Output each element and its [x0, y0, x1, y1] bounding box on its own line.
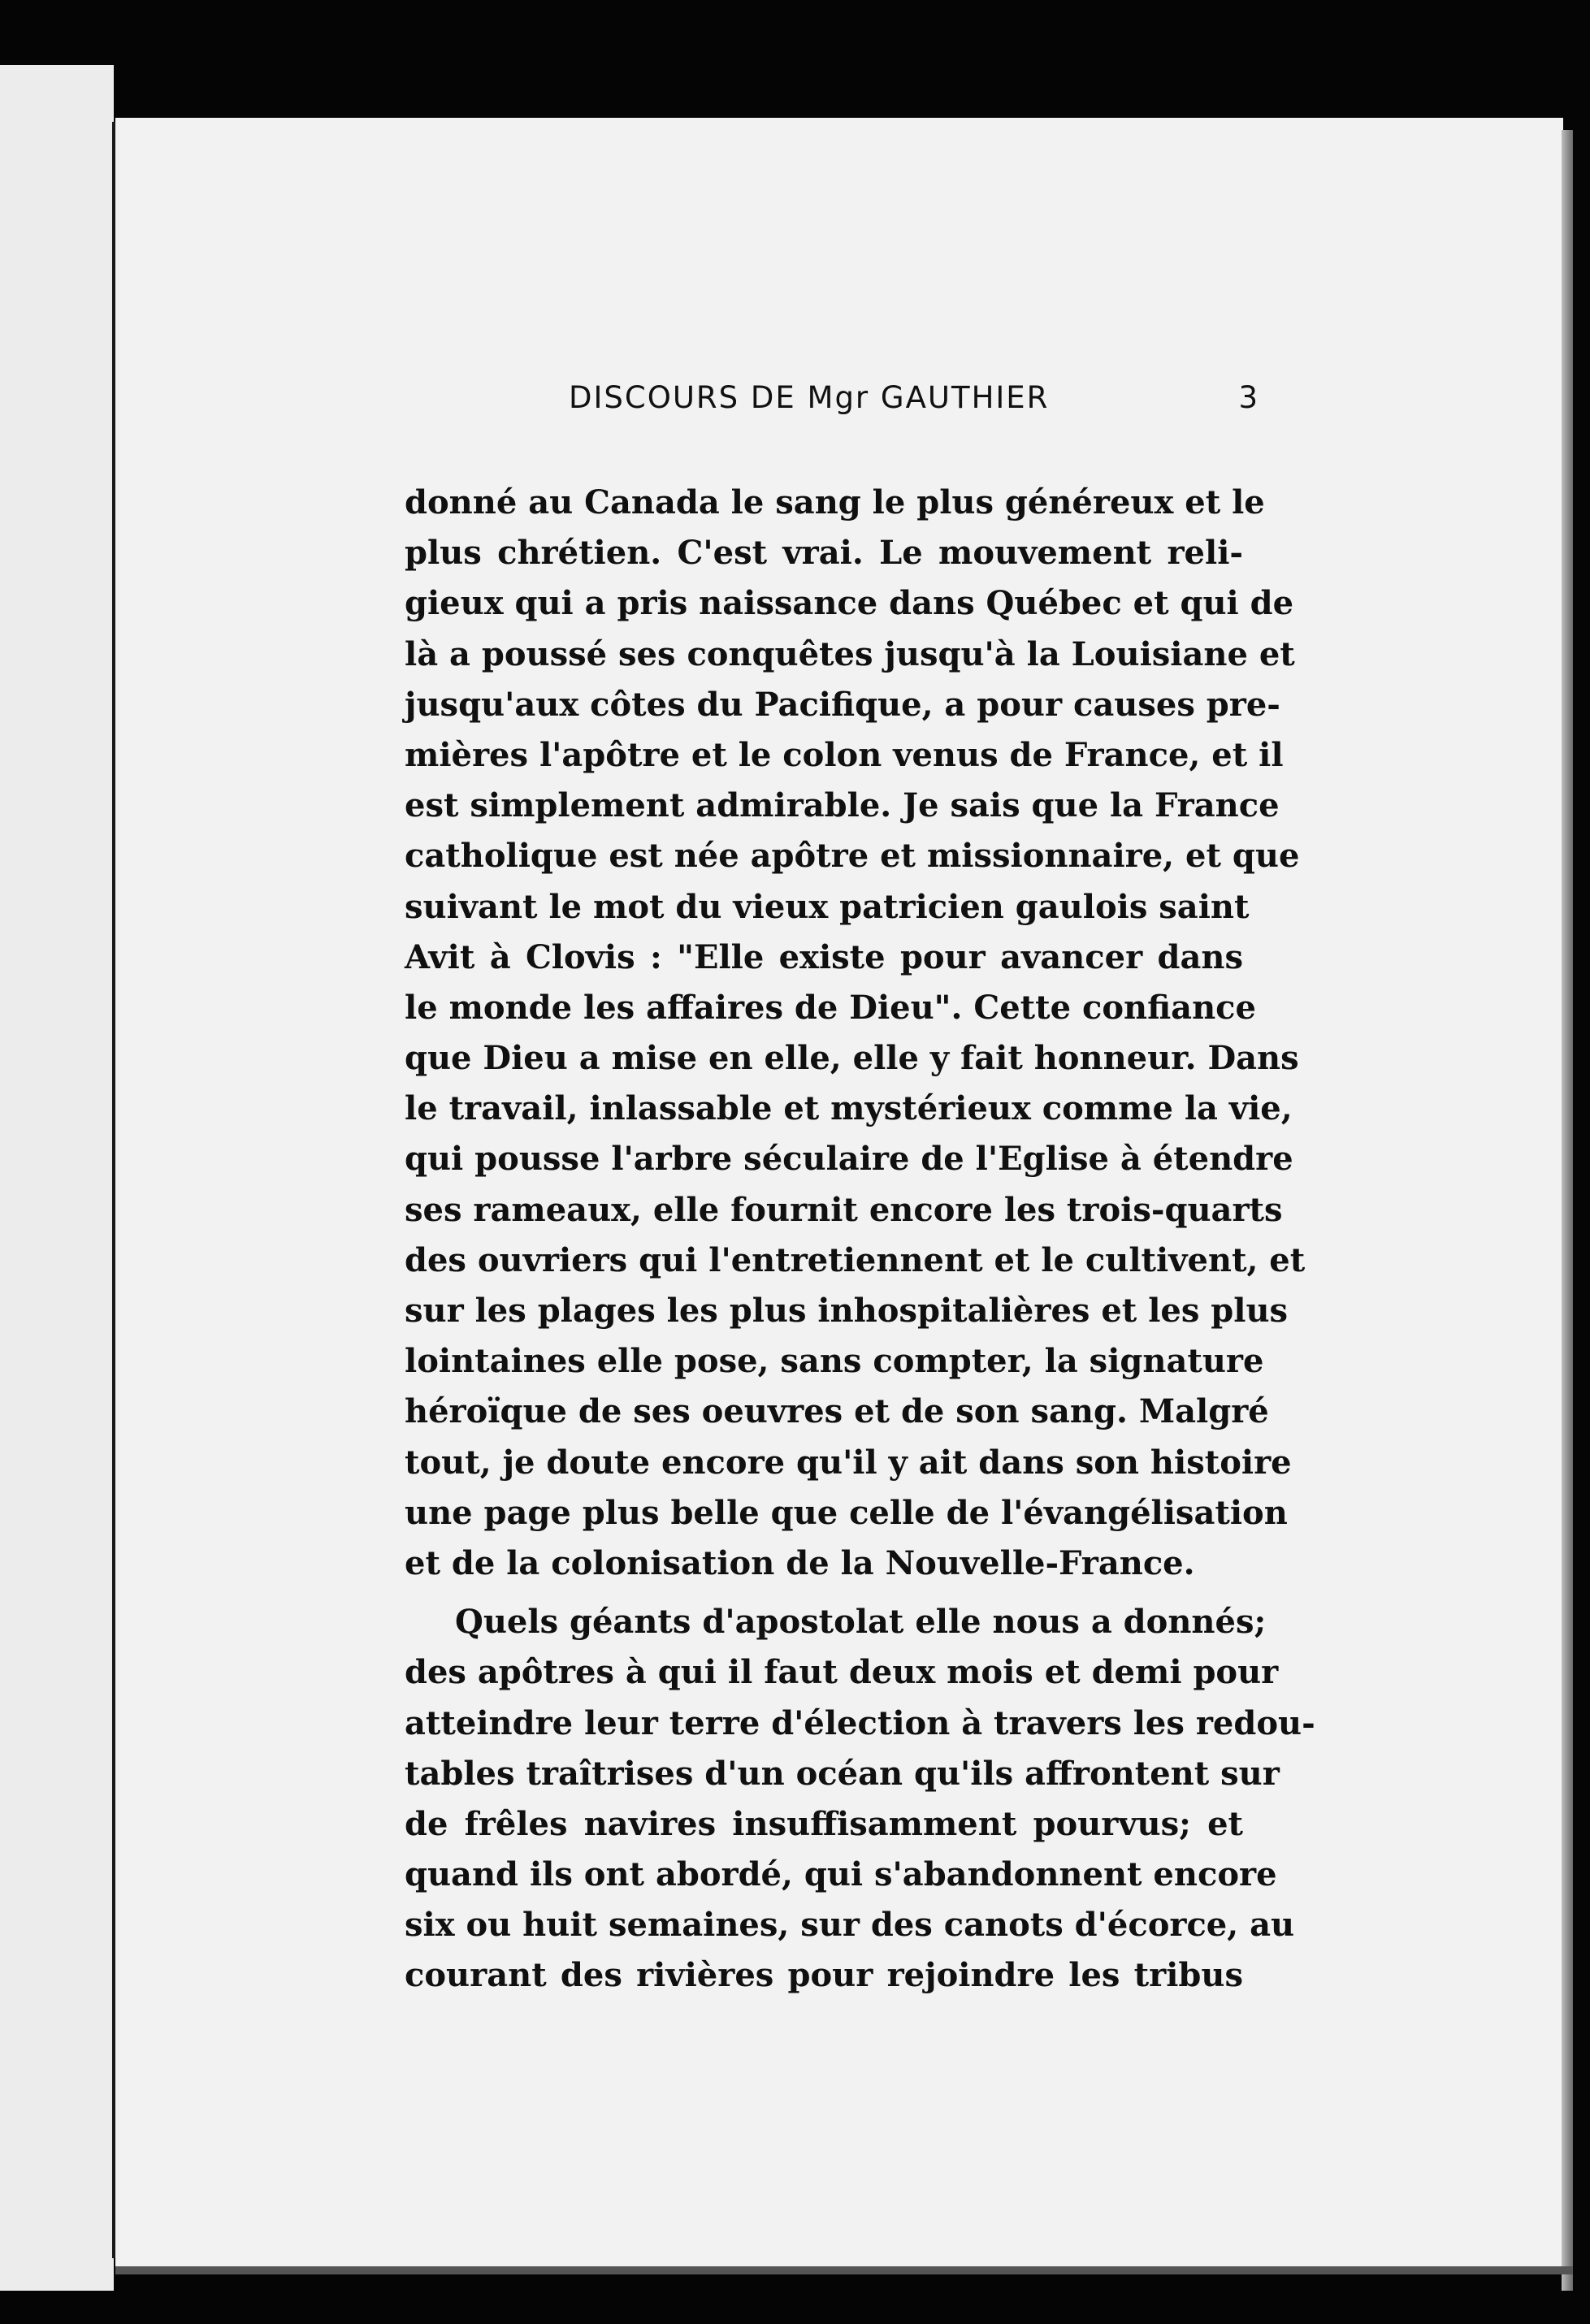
- page-number: 3: [1238, 380, 1259, 415]
- text-line: mières l'apôtre et le colon venus de France, et il: [405, 735, 1284, 774]
- text-line: catholique est née apôtre et missionnaire, et que: [405, 837, 1300, 876]
- text-line: là a poussé ses conquêtes jusqu'à la Louisiane et: [405, 634, 1295, 673]
- paragraph-2: [405, 1597, 1315, 2002]
- text-line: de frêles navires insuffisamment pourvus; et: [405, 1804, 1243, 1843]
- text-line: des apôtres à qui il faut deux mois et demi pour: [405, 1653, 1279, 1692]
- text-line: une page plus belle que celle de l'évangélisation: [405, 1493, 1288, 1532]
- text-line: lointaines elle pose, sans compter, la signature: [405, 1342, 1264, 1381]
- text-line: est simplement admirable. Je sais que la France: [405, 786, 1280, 825]
- body-text: [405, 478, 1315, 2002]
- text-line: Quels géants d'apostolat elle nous a donnés;: [455, 1603, 1267, 1642]
- text-line: sur les plages les plus inhospitalières et les plus: [405, 1292, 1289, 1330]
- facing-page-edge: [0, 65, 114, 2291]
- text-line: atteindre leur terre d'élection à travers les redou-: [405, 1703, 1315, 1742]
- text-line: Avit à Clovis : "Elle existe pour avancer dans: [405, 937, 1243, 976]
- text-line: héroïque de ses oeuvres et de son sang. Malgré: [405, 1392, 1269, 1431]
- text-line: ses rameaux, elle fournit encore les trois-quarts: [405, 1190, 1283, 1229]
- text-line: six ou huit semaines, sur des canots d'écorce, au: [405, 1906, 1295, 1945]
- text-line: tout, je doute encore qu'il y ait dans son histoire: [405, 1443, 1292, 1482]
- paragraph-1: [405, 478, 1306, 1589]
- text-line: des ouvriers qui l'entretiennent et le cultivent, et: [405, 1240, 1306, 1279]
- text-line: qui pousse l'arbre séculaire de l'Eglise à étendre: [405, 1140, 1293, 1179]
- running-head: [569, 380, 1259, 429]
- text-line: le travail, inlassable et mystérieux comme la vie,: [405, 1089, 1293, 1128]
- page-edge-right: [1562, 130, 1573, 2291]
- text-line: donné au Canada le sang le plus généreux et le: [405, 483, 1265, 521]
- text-line: courant des rivières pour rejoindre les tribus: [405, 1956, 1243, 1995]
- page-edge-bottom: [115, 2266, 1573, 2274]
- text-line: quand ils ont abordé, qui s'abandonnent encore: [405, 1855, 1277, 1894]
- text-line: jusqu'aux côtes du Pacifique, a pour causes pre-: [405, 685, 1280, 724]
- text-line: tables traîtrises d'un océan qu'ils affrontent sur: [405, 1754, 1280, 1793]
- text-line: que Dieu a mise en elle, elle y fait honneur. Dans: [405, 1039, 1299, 1078]
- text-line: plus chrétien. C'est vrai. Le mouvement reli-: [405, 534, 1243, 573]
- text-line: et de la colonisation de la Nouvelle-France.: [405, 1543, 1195, 1582]
- text-line: suivant le mot du vieux patricien gaulois saint: [405, 887, 1250, 926]
- running-head-title: DISCOURS DE Mgr GAUTHIER: [569, 380, 1050, 415]
- text-line: le monde les affaires de Dieu". Cette confiance: [405, 988, 1256, 1027]
- text-line: gieux qui a pris naissance dans Québec et qui de: [405, 584, 1294, 623]
